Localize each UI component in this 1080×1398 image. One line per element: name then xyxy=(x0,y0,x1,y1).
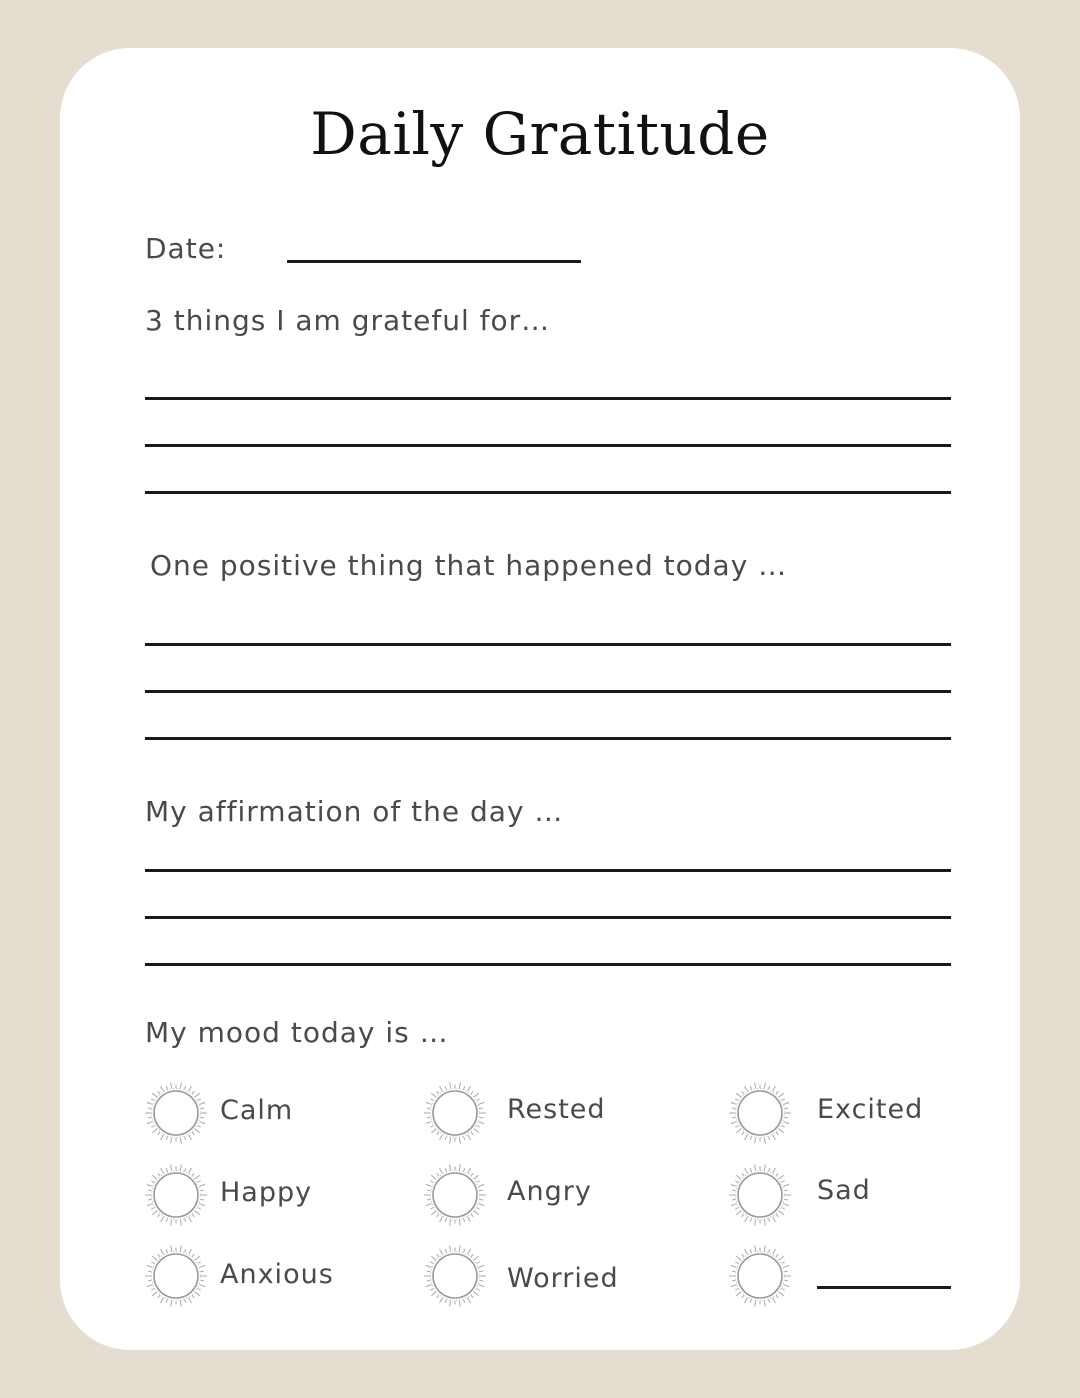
affirmation-heading: My affirmation of the day … xyxy=(145,795,564,828)
mood-checkbox-excited[interactable] xyxy=(729,1082,791,1144)
mood-custom-line[interactable] xyxy=(817,1286,951,1289)
date-label: Date: xyxy=(145,232,227,265)
mood-checkbox-rested[interactable] xyxy=(424,1082,486,1144)
positive-line-3[interactable] xyxy=(145,737,951,740)
positive-heading: One positive thing that happened today … xyxy=(150,549,788,582)
affirmation-line-2[interactable] xyxy=(145,916,951,919)
mood-checkbox-anxious[interactable] xyxy=(145,1245,207,1307)
mood-label-excited: Excited xyxy=(817,1094,924,1125)
mood-checkbox-happy[interactable] xyxy=(145,1164,207,1226)
grateful-line-2[interactable] xyxy=(145,444,951,447)
mood-label-sad: Sad xyxy=(817,1175,871,1206)
page-title: Daily Gratitude xyxy=(310,100,770,168)
grateful-line-3[interactable] xyxy=(145,491,951,494)
grateful-line-1[interactable] xyxy=(145,397,951,400)
mood-checkbox-worried[interactable] xyxy=(424,1245,486,1307)
mood-label-worried: Worried xyxy=(507,1263,619,1294)
mood-label-rested: Rested xyxy=(507,1094,606,1125)
mood-checkbox-calm[interactable] xyxy=(145,1082,207,1144)
mood-checkbox-sad[interactable] xyxy=(729,1164,791,1226)
mood-label-anxious: Anxious xyxy=(220,1259,334,1290)
affirmation-line-3[interactable] xyxy=(145,963,951,966)
mood-heading: My mood today is … xyxy=(145,1016,449,1049)
mood-label-angry: Angry xyxy=(507,1176,592,1207)
mood-label-happy: Happy xyxy=(220,1177,313,1208)
affirmation-line-1[interactable] xyxy=(145,869,951,872)
positive-line-2[interactable] xyxy=(145,690,951,693)
mood-checkbox-custom[interactable] xyxy=(729,1245,791,1307)
mood-label-calm: Calm xyxy=(220,1095,294,1126)
mood-checkbox-angry[interactable] xyxy=(424,1164,486,1226)
grateful-heading: 3 things I am grateful for… xyxy=(145,304,551,337)
positive-line-1[interactable] xyxy=(145,643,951,646)
date-line[interactable] xyxy=(287,260,581,263)
